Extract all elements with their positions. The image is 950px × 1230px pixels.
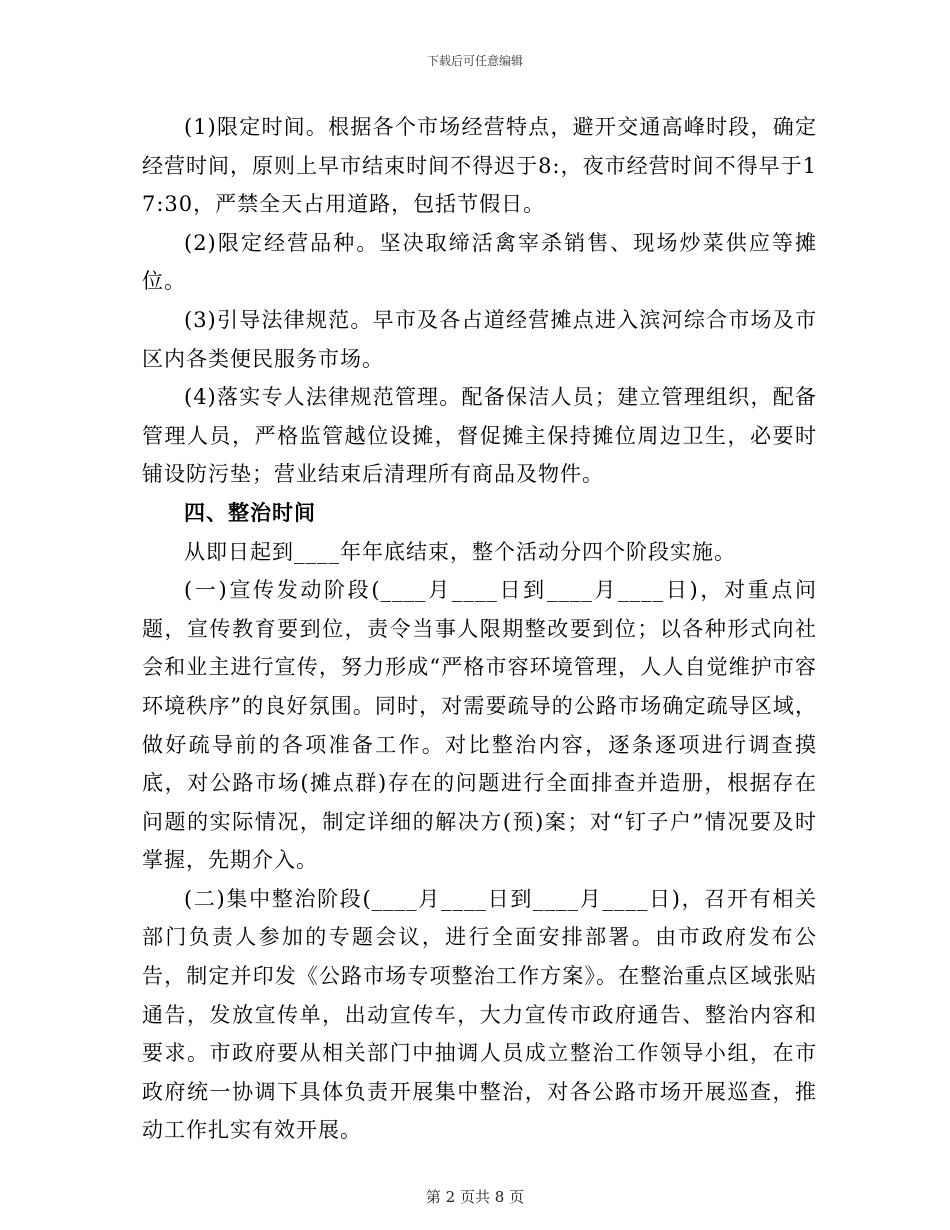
paragraph-schedule-intro: 从即日起到____年年底结束，整个活动分四个阶段实施。 [184, 539, 736, 564]
document-body [142, 108, 817, 1150]
paragraph-phase-two: (二)集中整治阶段(____月____日到____月____日)，召开有相关部门负责人参加的专题会议，进行全面安排部署。由市政府发布公告，制定并印发《公路市场专项整治工作方案》。在整治重点区域张贴通告，发放宣传单，出动宣传车，大力宣传市政府通告、整治内容和要求。市政府要从相关部门中抽调人员成立整治工作领导小组，在市政府统一协调下具体负责开展集中整治，对各公路市场开展巡查，推动工作扎实有效开展。 [142, 886, 817, 1143]
paragraph-phase-one: (一)宣传发动阶段(____月____日到____月____日)，对重点问题，宣传教育要到位，责令当事人限期整改要到位；以各种形式向社会和业主进行宣传，努力形成“严格市容环境管理，人人自觉维护市容环境秩序”的良好氛围。同时，对需要疏导的公路市场确定疏导区域，做好疏导前的各项准备工作。对比整治内容，逐条逐项进行调查摸底，对公路市场(摊点群)存在的问题进行全面排查并造册，根据存在问题的实际情况，制定详细的解决方(预)案；对“钉子户”情况要及时掌握，先期介入。 [142, 578, 817, 873]
paragraph-guidance: (3)引导法律规范。早市及各占道经营摊点进入滨河综合市场及市区内各类便民服务市场。 [142, 307, 817, 371]
page-header: 下载后可任意编辑 [426, 54, 523, 68]
paragraph-time-limit: (1)限定时间。根据各个市场经营特点，避开交通高峰时段，确定经营时间，原则上早市结束时间不得迟于8:，夜市经营时间不得早于17:30，严禁全天占用道路，包括节假日。 [142, 115, 817, 217]
paragraph-management: (4)落实专人法律规范管理。配备保洁人员；建立管理组织，配备管理人员，严格监管越位设摊，督促摊主保持摊位周边卫生，必要时铺设防污垫；营业结束后清理所有商品及物件。 [142, 385, 817, 487]
paragraph-product-limit: (2)限定经营品种。坚决取缔活禽宰杀销售、现场炒菜供应等摊位。 [142, 230, 817, 294]
section-heading: 四、整治时间 [184, 499, 316, 525]
page-number-footer: 第 2 页共 8 页 [425, 1188, 525, 1206]
